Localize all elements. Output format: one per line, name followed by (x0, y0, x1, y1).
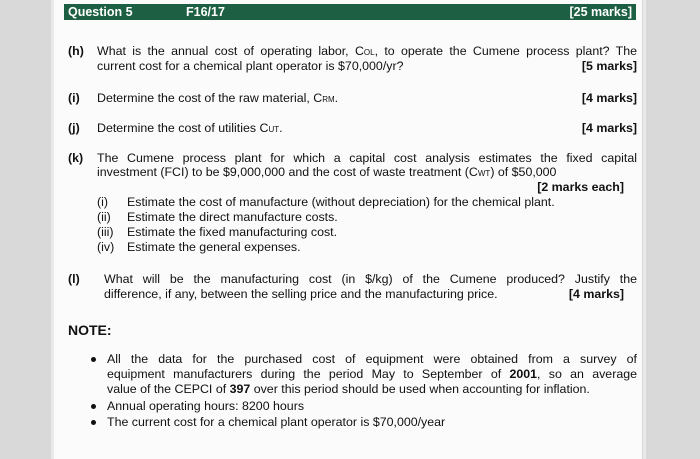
item-k-sub-1-text: Estimate the cost of manufacture (without depreciation) for the chemical plant. (127, 195, 555, 209)
question-number: Question 5 (68, 5, 133, 19)
exam-page (54, 0, 642, 459)
item-i-text: Determine the cost of the raw material, CRM. (97, 91, 339, 105)
item-k-label: (k) (68, 151, 84, 165)
item-k-marks: [2 marks each] (537, 180, 624, 194)
note-bullet-1-line1: All the data for the purchased cost of equipment were obtained from a survey of (107, 352, 637, 366)
item-k-sub-3-text: Estimate the fixed manufacturing cost. (127, 225, 338, 239)
item-j-marks: [4 marks] (581, 121, 637, 135)
right-page-edge (643, 0, 646, 459)
bullet-3-dot (91, 420, 96, 425)
item-h-marks: [5 marks] (581, 59, 637, 73)
note-bullet-2: Annual operating hours: 8200 hours (107, 399, 305, 413)
note-title: NOTE: (68, 322, 112, 338)
note-bullet-1-line3: value of the CEPCI of 397 over this period should be used when accounting for inflation. (107, 382, 590, 396)
item-l-line1: What will be the manufacturing cost (in $/kg) of the Cumene produced? Justify the (104, 272, 637, 286)
item-l-line2: difference, if any, between the selling price and the manufacturing price. (104, 287, 498, 301)
item-j-label: (j) (68, 121, 80, 135)
item-i-label: (i) (68, 91, 80, 105)
item-h-line1: What is the annual cost of operating labor, COL, to operate the Cumene process plant? The (97, 44, 637, 58)
item-j-text: Determine the cost of utilities CUT. (97, 121, 283, 135)
item-k-sub-4-text: Estimate the general expenses. (127, 240, 301, 254)
item-l-marks: [4 marks] (568, 287, 624, 301)
question-header-bar (64, 4, 636, 20)
note-bullet-1-line2: equipment manufacturers during the period May to September of 2001, so an average (107, 367, 638, 381)
bullet-2-dot (91, 404, 96, 409)
item-i-marks: [4 marks] (581, 91, 637, 105)
exam-code: F16/17 (186, 5, 225, 19)
item-k-sub-2-text: Estimate the direct manufacture costs. (127, 210, 338, 224)
item-k-sub-1-num: (i) (97, 195, 109, 209)
item-h-line2: current cost for a chemical plant operator is $70,000/yr? (97, 59, 404, 73)
total-marks: [25 marks] (569, 5, 632, 19)
item-l-label: (l) (68, 272, 80, 286)
item-k-sub-3-num: (iii) (97, 225, 114, 239)
bullet-1-dot (91, 357, 96, 362)
item-k-line2: investment (FCI) to be $9,000,000 and the cost of waste treatment (CWT) of $50,000 (97, 165, 557, 179)
item-h-label: (h) (68, 44, 84, 58)
note-bullet-3: The current cost for a chemical plant operator is $70,000/year (107, 415, 446, 429)
item-k-sub-4-num: (iv) (97, 240, 115, 254)
item-k-line1: The Cumene process plant for which a capital cost analysis estimates the fixed capital (97, 151, 637, 165)
item-k-sub-2-num: (ii) (97, 210, 111, 224)
